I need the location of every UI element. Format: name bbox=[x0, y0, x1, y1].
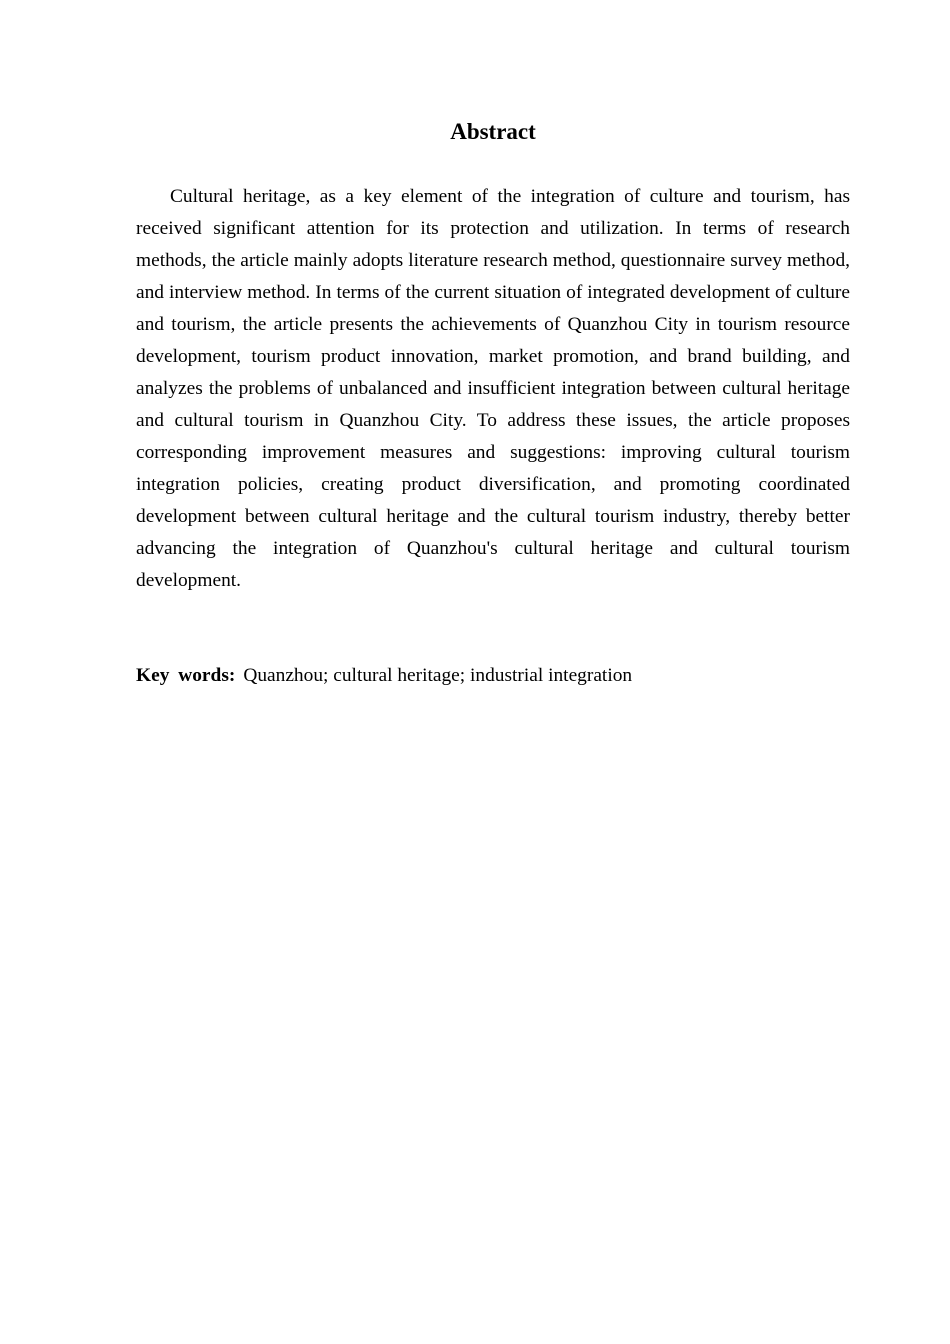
keywords-text: Quanzhou; cultural heritage; industrial integration bbox=[243, 665, 633, 686]
abstract-title: Abstract bbox=[450, 119, 536, 144]
keywords-label: Key words: bbox=[136, 665, 236, 686]
abstract-body: Cultural heritage, as a key element of the integration of culture and tourism, has received significant attention for its protection and utilization. In terms of research methods, the article mainly adopts literature research method, questionnaire survey method, and interview method. In terms of the current situation of integrated development of culture and tourism, the article presents the achievements of Quanzhou City in tourism resource development, tourism product innovation, market promotion, and brand building, and analyzes the problems of unbalanced and insufficient integration between cultural heritage and cultural tourism in Quanzhou City. To address these issues, the article proposes corresponding improvement measures and suggestions: improving cultural tourism integration policies, creating product diversification, and promoting coordinated development between cultural heritage and the cultural tourism industry, thereby better advancing the integration of Quanzhou's cultural heritage and cultural tourism development. bbox=[136, 186, 850, 591]
keywords-line bbox=[136, 660, 850, 692]
